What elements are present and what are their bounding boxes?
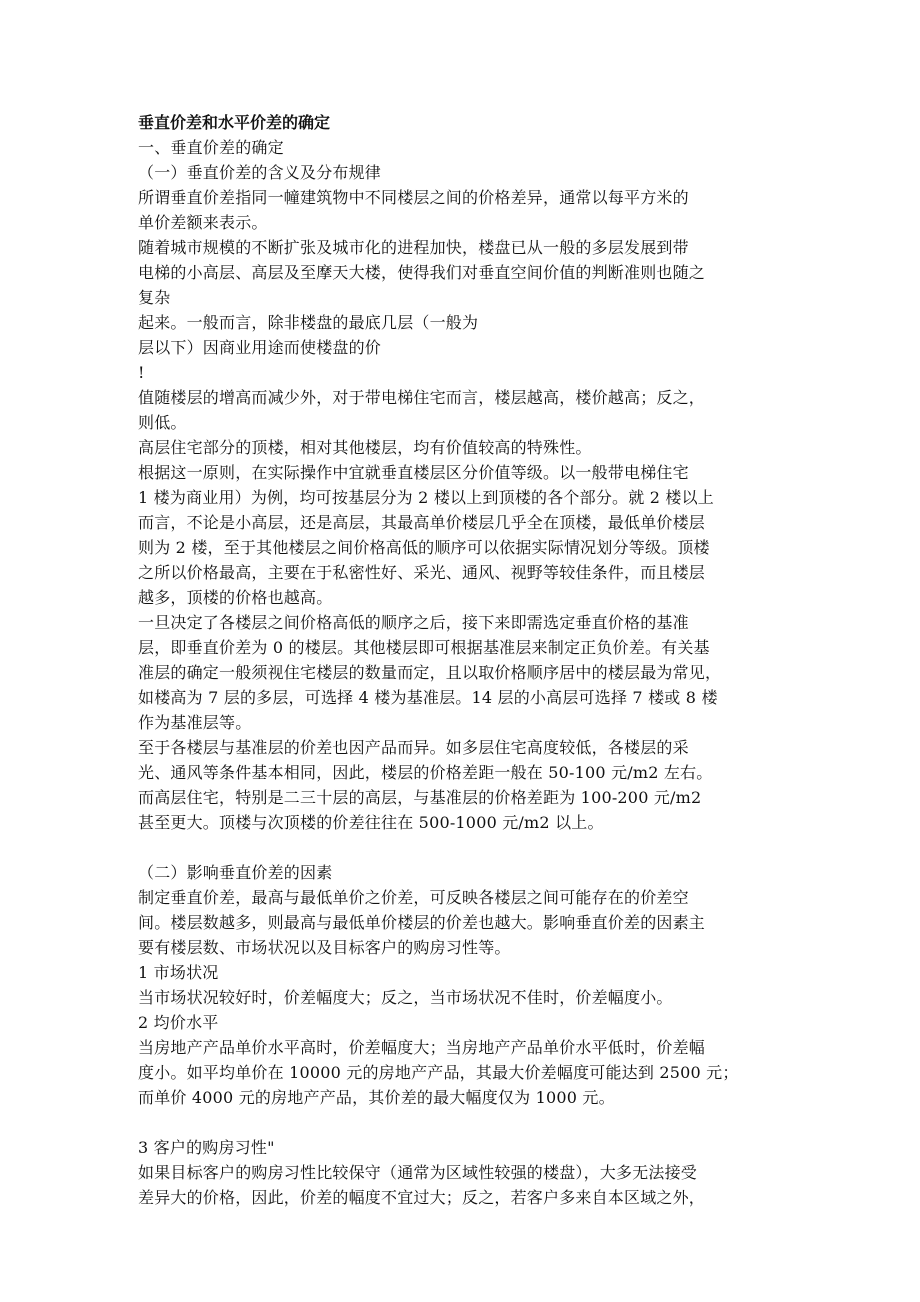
text-line: 如果目标客户的购房习性比较保守（通常为区域性较强的楼盘），大多无法接受 [138,1163,698,1182]
text-line: 差异大的价格，因此，价差的幅度不宜过大；反之，若客户多来自本区域之外， [138,1188,706,1207]
text-line: 作为基准层等。 [138,713,252,732]
subsection-heading: （一）垂直价差的含义及分布规律 [138,163,382,182]
text-line: 而单价 4000 元的房地产产品，其价差的最大幅度仅为 1000 元。 [138,1088,615,1107]
document-title: 垂直价差和水平价差的确定 [138,113,331,132]
text-line: 之所以价格最高，主要在于私密性好、采光、通风、视野等较佳条件，而且楼层 [138,563,706,582]
text-line: 则低。 [138,413,187,432]
text-line: 准层的确定一般须视住宅楼层的数量而定，且以取价格顺序居中的楼层最为常见， [138,663,722,682]
text-line: 则为 2 楼，至于其他楼层之间价格高低的顺序可以依据实际情况划分等级。顶楼 [138,538,710,557]
text-line: 要有楼层数、市场状况以及目标客户的购房习性等。 [138,938,511,957]
text-line: 层以下）因商业用途而使楼盘的价 [138,338,382,357]
text-line: 甚至更大。顶楼与次顶楼的价差往往在 500-1000 元/m2 以上。 [138,813,604,832]
document-body [138,135,798,1210]
text-line: 如楼高为 7 层的多层，可选择 4 楼为基准层。14 层的小高层可选择 7 楼或 8 楼 [138,688,718,707]
text-line: 一旦决定了各楼层之间价格高低的顺序之后，接下来即需选定垂直价格的基准 [138,613,689,632]
text-line: 当市场状况较好时，价差幅度大；反之，当市场状况不佳时，价差幅度小。 [138,988,673,1007]
text-line: 当房地产产品单价水平高时，价差幅度大；当房地产产品单价水平低时，价差幅 [138,1038,706,1057]
text-line: 所谓垂直价差指同一幢建筑物中不同楼层之间的价格差异，通常以每平方米的 [138,188,689,207]
text-line: 根据这一原则，在实际操作中宜就垂直楼层区分价值等级。以一般带电梯住宅 [138,463,689,482]
text-line: 高层住宅部分的顶楼，相对其他楼层，均有价值较高的特殊性。 [138,438,592,457]
blank-line [138,835,798,860]
subsection-heading: （二）影响垂直价差的因素 [138,863,333,882]
text-line: 至于各楼层与基准层的价差也因产品而异。如多层住宅高度较低，各楼层的采 [138,738,689,757]
text-line: 复杂 [138,288,171,307]
text-line: ! [138,363,145,382]
text-line: 越多，顶楼的价格也越高。 [138,588,333,607]
text-line: 1 楼为商业用）为例，均可按基层分为 2 楼以上到顶楼的各个部分。就 2 楼以上 [138,488,714,507]
text-line: 层，即垂直价差为 0 的楼层。其他楼层即可根据基准层来制定正负价差。有关基 [138,638,710,657]
document-page [138,110,798,1210]
section-heading: 一、垂直价差的确定 [138,138,284,157]
list-heading: 3 客户的购房习性" [138,1138,275,1157]
list-heading: 2 均价水平 [138,1013,219,1032]
text-line: 而高层住宅，特别是二三十层的高层，与基准层的价格差距为 100-200 元/m2 [138,788,702,807]
text-line: 随着城市规模的不断扩张及城市化的进程加快，楼盘已从一般的多层发展到带 [138,238,689,257]
text-line: 起来。一般而言，除非楼盘的最底几层（一般为 [138,313,479,332]
text-line: 光、通风等条件基本相同，因此，楼层的价格差距一般在 50-100 元/m2 左右。 [138,763,713,782]
text-line: 单价差额来表示。 [138,213,268,232]
text-line: 值随楼层的增高而减少外，对于带电梯住宅而言，楼层越高，楼价越高；反之， [138,388,706,407]
text-line: 制定垂直价差，最高与最低单价之价差，可反映各楼层之间可能存在的价差空 [138,888,689,907]
text-line: 间。楼层数越多，则最高与最低单价楼层的价差也越大。影响垂直价差的因素主 [138,913,706,932]
text-line: 度小。如平均单价在 10000 元的房地产产品，其最大价差幅度可能达到 2500 元； [138,1063,739,1082]
list-heading: 1 市场状况 [138,963,219,982]
blank-line [138,1110,798,1135]
text-line: 电梯的小高层、高层及至摩天大楼，使得我们对垂直空间价值的判断准则也随之 [138,263,706,282]
text-line: 而言，不论是小高层，还是高层，其最高单价楼层几乎全在顶楼，最低单价楼层 [138,513,706,532]
